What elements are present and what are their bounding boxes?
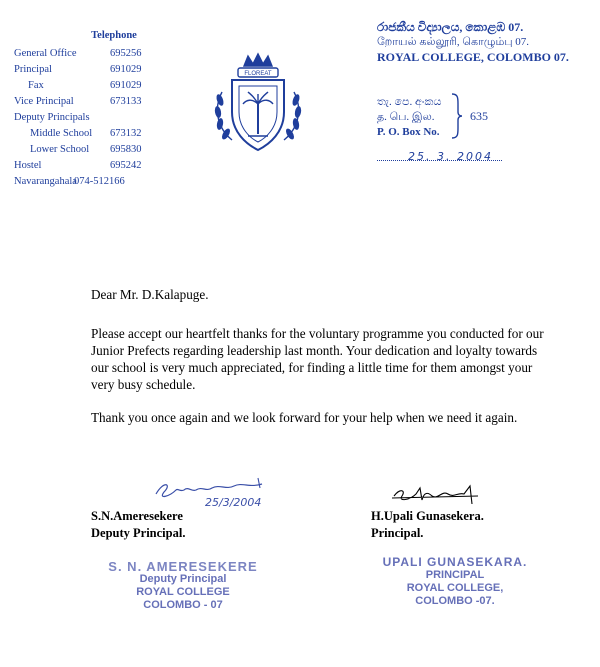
phone-row — [14, 174, 184, 190]
phone-label: Hostel — [14, 160, 42, 171]
phone-label: Principal — [14, 64, 52, 75]
signer-title: Deputy Principal. — [91, 526, 186, 540]
college-crest-icon — [208, 52, 308, 154]
phone-label: Deputy Principals — [14, 112, 90, 123]
phone-label: Navarangahala — [14, 176, 77, 187]
stamp-line: ROYAL COLLEGE, — [406, 582, 504, 594]
brace-icon — [450, 92, 464, 140]
stamp-line: PRINCIPAL — [425, 569, 485, 581]
letter-body — [91, 286, 551, 442]
phone-row — [14, 78, 184, 94]
signer-name: S.N.Ameresekere — [91, 509, 183, 523]
telephone-title: Telephone — [91, 30, 137, 41]
phone-number: 673132 — [110, 128, 142, 139]
phone-number: 691029 — [110, 64, 142, 75]
phone-number: 695256 — [110, 48, 142, 59]
stamp-deputy-principal — [98, 560, 268, 612]
phone-number: 695830 — [110, 144, 142, 155]
signature-date: 25/3/2004 — [205, 496, 262, 509]
pobox-label-tamil: த. பெ. இல. — [377, 111, 435, 123]
letter-paragraph: Please accept our heartfelt thanks for the voluntary programme you conducted for our Junior Prefects regarding leadership last month. Your dedication and loyalty towards our school is very much appreciated, for finding a little time for them amongst your very busy schedule. — [91, 326, 544, 392]
stamp-line: COLOMBO - 07 — [143, 599, 223, 611]
phone-row — [14, 142, 184, 158]
telephone-block — [14, 28, 184, 190]
phone-row — [14, 62, 184, 78]
stamp-line: UPALI GUNASEKARA. — [382, 555, 528, 569]
phone-number: 673133 — [110, 96, 142, 107]
signature-gunasekera — [388, 482, 498, 510]
phone-row — [14, 158, 184, 174]
phone-row — [14, 126, 184, 142]
signer-right — [371, 508, 484, 542]
stamp-principal — [380, 556, 530, 608]
phone-label: Middle School — [30, 128, 93, 139]
pobox-labels — [377, 95, 441, 140]
phone-row — [14, 110, 184, 126]
phone-label: Lower School — [30, 144, 90, 155]
address-tamil: றோயல் கல்லூரி, கொழும்பு 07. — [377, 36, 530, 48]
phone-label: Fax — [28, 80, 44, 91]
letter-date: 25. 3. 2004 — [408, 150, 493, 163]
stamp-line: Deputy Principal — [139, 573, 227, 585]
pobox-label-sinhala: තැ. පෙ. අංකය — [377, 96, 442, 108]
signer-left — [91, 508, 185, 542]
signer-name: H.Upali Gunasekera. — [371, 509, 484, 523]
stamp-line: S. N. AMERESEKERE — [108, 559, 258, 574]
signer-title: Principal. — [371, 526, 424, 540]
college-address — [377, 20, 569, 65]
pobox-label-english: P. O. Box No. — [377, 126, 440, 138]
phone-number: 691029 — [110, 80, 142, 91]
crest-motto-top: FLOREAT — [244, 71, 272, 77]
phone-row — [14, 94, 184, 110]
phone-number: 074-512166 — [74, 176, 125, 187]
stamp-line: COLOMBO -07. — [415, 595, 495, 607]
address-sinhala: රාජකීය විද්‍යාලය, කොළඹ 07. — [377, 20, 524, 34]
pobox-number: 635 — [470, 109, 488, 123]
phone-number: 695242 — [110, 160, 142, 171]
phone-label: Vice Principal — [14, 96, 74, 107]
date-line — [377, 160, 502, 161]
phone-label: General Office — [14, 48, 77, 59]
stamp-line: ROYAL COLLEGE — [136, 586, 230, 598]
letter-paragraph: Thank you once again and we look forward for your help when we need it again. — [91, 410, 518, 425]
salutation: Dear Mr. D.Kalapuge. — [91, 287, 209, 302]
address-english: ROYAL COLLEGE, COLOMBO 07. — [377, 50, 569, 64]
phone-row — [14, 46, 184, 62]
